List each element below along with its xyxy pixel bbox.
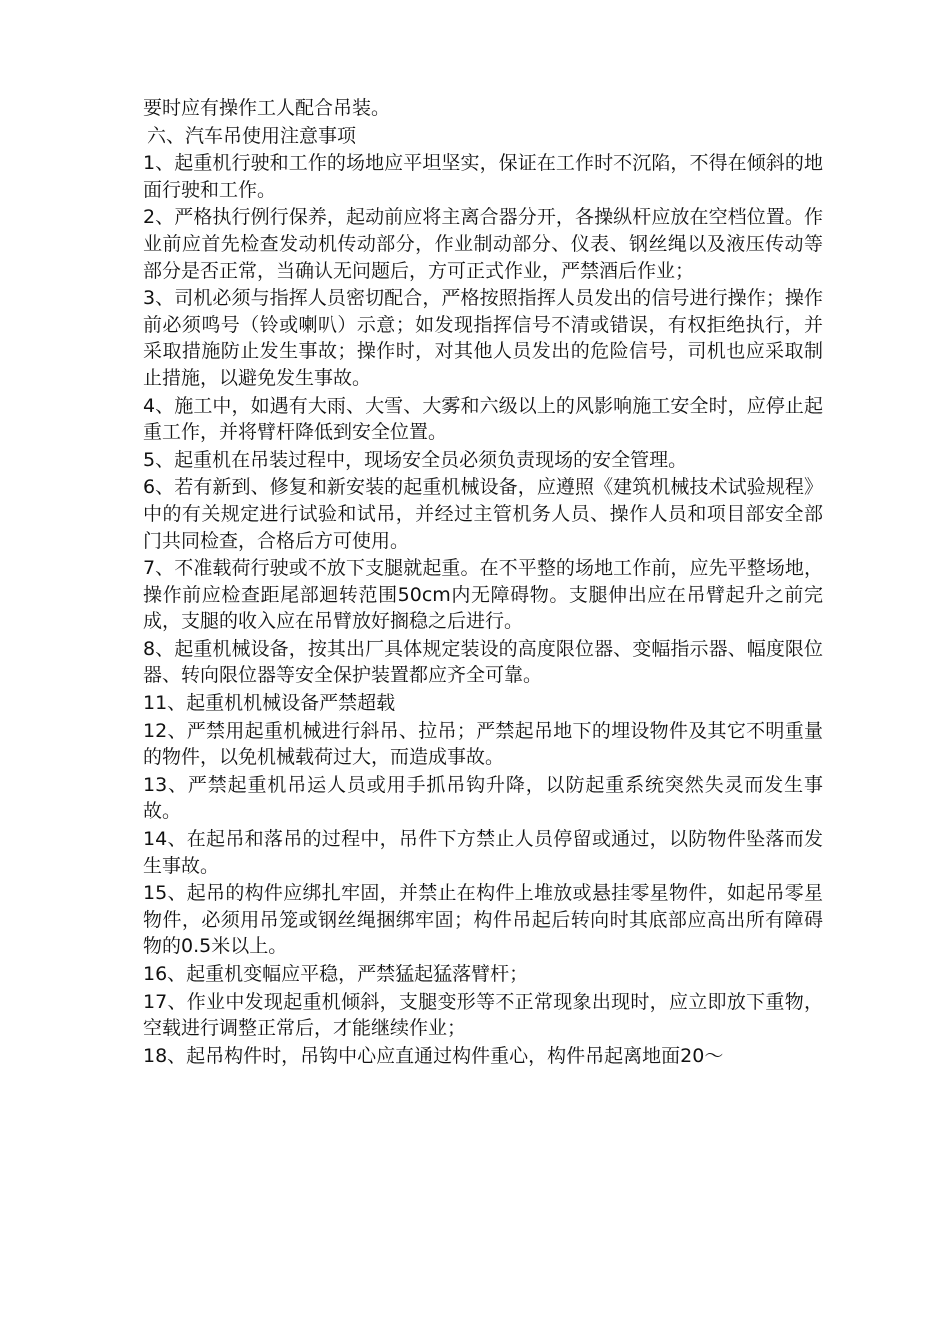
rule-item-15: 15、起吊的构件应绑扎牢固，并禁止在构件上堆放或悬挂零星物件，如起吊零星物件，必须用吊笼或钢丝绳捆绑牢固；构件吊起后转向时其底部应高出所有障碍物的0.5米以上。 (143, 882, 823, 958)
rule-item-6: 6、若有新到、修复和新安装的起重机械设备，应遵照《建筑机械技术试验规程》中的有关规定进行试验和试吊，并经过主管机务人员、操作人员和项目部安全部门共同检查，合格后方可使用。 (143, 476, 823, 552)
rule-item-1: 1、起重机行驶和工作的场地应平坦坚实，保证在工作时不沉陷，不得在倾斜的地面行驶和工作。 (143, 152, 823, 201)
rule-item-17: 17、作业中发现起重机倾斜，支腿变形等不正常现象出现时，应立即放下重物，空载进行调整正常后，才能继续作业； (143, 990, 823, 1040)
rule-item-7: 7、不准载荷行驶或不放下支腿就起重。在不平整的场地工作前，应先平整场地，操作前应检查距尾部迴转范围50cm内无障碍物。支腿伸出应在吊臂起升之前完成，支腿的收入应在吊臂放好搁稳之后进行。 (143, 557, 823, 633)
paragraph-continuation: 要时应有操作工人配合吊装。 (143, 97, 391, 119)
rule-item-14: 14、在起吊和落吊的过程中，吊件下方禁止人员停留或通过，以防物件坠落而发生事故。 (143, 828, 823, 877)
document-body (143, 95, 823, 1069)
rule-item-11: 11、起重机机械设备严禁超载 (143, 692, 396, 715)
rule-item-18: 18、起吊构件时，吊钩中心应直通过构件重心，构件吊起离地面20～ (143, 1044, 724, 1067)
rule-item-13: 13、严禁起重机吊运人员或用手抓吊钩升降，以防起重系统突然失灵而发生事故。 (143, 773, 823, 823)
rule-item-8: 8、起重机械设备，按其出厂具体规定装设的高度限位器、变幅指示器、幅度限位器、转向限位器等安全保护装置都应齐全可靠。 (143, 637, 823, 687)
rule-item-4: 4、施工中，如遇有大雨、大雪、大雾和六级以上的风影响施工安全时，应停止起重工作，并将臂杆降低到安全位置。 (143, 394, 823, 444)
rule-item-5: 5、起重机在吊装过程中，现场安全员必须负责现场的安全管理。 (143, 448, 688, 471)
rule-item-12: 12、严禁用起重机械进行斜吊、拉吊；严禁起吊地下的埋设物件及其它不明重量的物件，以免机械载荷过大，而造成事故。 (143, 719, 823, 769)
rule-item-2: 2、严格执行例行保养，起动前应将主离合器分开，各操纵杆应放在空档位置。作业前应首先检查发动机传动部分，作业制动部分、仪表、钢丝绳以及液压传动等部分是否正常，当确认无问题后，方可正式作业，严禁酒后作业； (143, 206, 823, 282)
rule-item-16: 16、起重机变幅应平稳，严禁猛起猛落臂杆； (143, 963, 529, 985)
rule-item-3: 3、司机必须与指挥人员密切配合，严格按照指挥人员发出的信号进行操作；操作前必须鸣号（铃或喇叭）示意；如发现指挥信号不清或错误，有权拒绝执行，并采取措施防止发生事故；操作时，对其他人员发出的危险信号，司机也应采取制止措施，以避免发生事故。 (143, 287, 823, 389)
section-heading-6: 六、汽车吊使用注意事项 (147, 124, 357, 147)
